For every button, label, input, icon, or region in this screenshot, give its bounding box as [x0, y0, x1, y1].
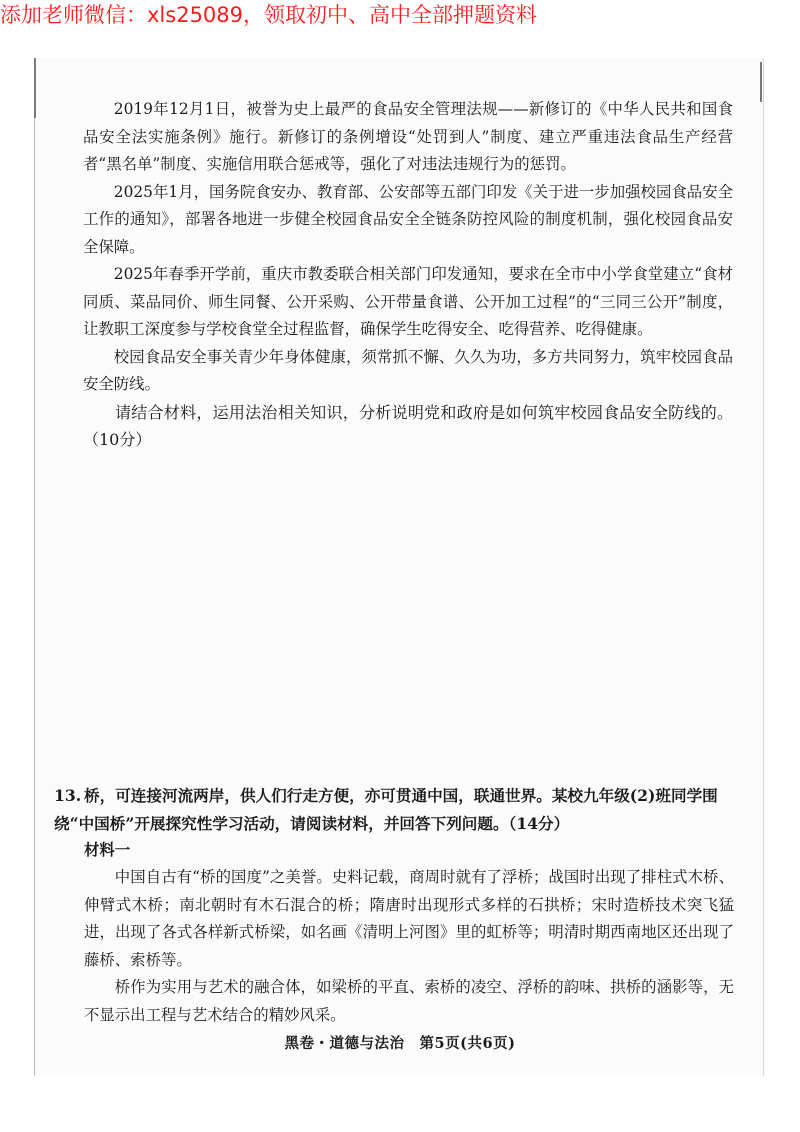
q12-paragraph-4: 校园食品安全事关青少年身体健康，须常抓不懈、久久为功，多方共同努力，筑牢校园食品安全防线。: [83, 347, 733, 393]
q12-paragraph-2: 2025年1月，国务院食安办、教育部、公安部等五部门印发《关于进一步加强校园食品安全工作的通知》，部署各地进一步健全校园食品安全全链条防控风险的制度机制，强化校园食品安全保障。: [83, 182, 733, 256]
q13-paragraph-1: 中国自古有“桥的国度”之美誉。史料记载，商周时就有了浮桥；战国时出现了排柱式木桥、伸臂式木桥；南北朝时有木石混合的桥；隋唐时出现形式多样的石拱桥；宋时造桥技术突飞猛进，出现了各式各样新式桥梁，如名画《清明上河图》里的虹桥等；明清时期西南地区还出现了藤桥、索桥等。: [84, 868, 734, 969]
q12-prompt: 请结合材料，运用法治相关知识，分析说明党和政府是如何筑牢校园食品安全防线的。（10分）: [83, 402, 733, 449]
watermark-text: 添加老师微信：xls25089，领取初中、高中全部押题资料: [0, 3, 538, 27]
question-12-material: [83, 96, 733, 791]
q13-number: 13.: [54, 786, 82, 805]
q13-paragraph-2: 桥作为实用与艺术的融合体，如梁桥的平直、索桥的凌空、浮桥的韵味、拱桥的涵影等，无不显示出工程与艺术结合的精妙风采。: [84, 978, 734, 1024]
q13-material-title: 材料一: [84, 841, 131, 859]
page-footer: 黑卷・道德与法治 第5页(共6页): [284, 1035, 516, 1052]
q13-stem-text: 桥，可连接河流两岸，供人们行走方便，亦可贯通中国，联通世界。某校九年级(2)班同学围绕“中国桥”开展探究性学习活动，请阅读材料，并回答下列问题。（14分）: [54, 786, 718, 833]
q13-stem: [54, 782, 734, 837]
q12-paragraph-3: 2025年春季开学前，重庆市教委联合相关部门印发通知，要求在全市中小学食堂建立“食材同质、菜品同价、师生同餐、公开采购、公开带量食谱、公开加工过程”的“三同三公开”制度，让教职工深度参与学校食堂全过程监督，确保学生吃得安全、吃得营养、吃得健康。: [83, 265, 733, 338]
q12-paragraph-1: 2019年12月1日，被誉为史上最严的食品安全管理法规——新修订的《中华人民共和国食品安全法实施条例》施行。新修订的条例增设“处罚到人”制度、建立严重违法食品生产经营者“黑名单”制度、实施信用联合惩戒等，强化了对违法违规行为的惩罚。: [83, 100, 733, 173]
question-13: [54, 782, 734, 1029]
scan-edge-mark: [760, 62, 762, 102]
scan-edge-mark: [34, 58, 36, 118]
answer-space: [83, 454, 733, 791]
